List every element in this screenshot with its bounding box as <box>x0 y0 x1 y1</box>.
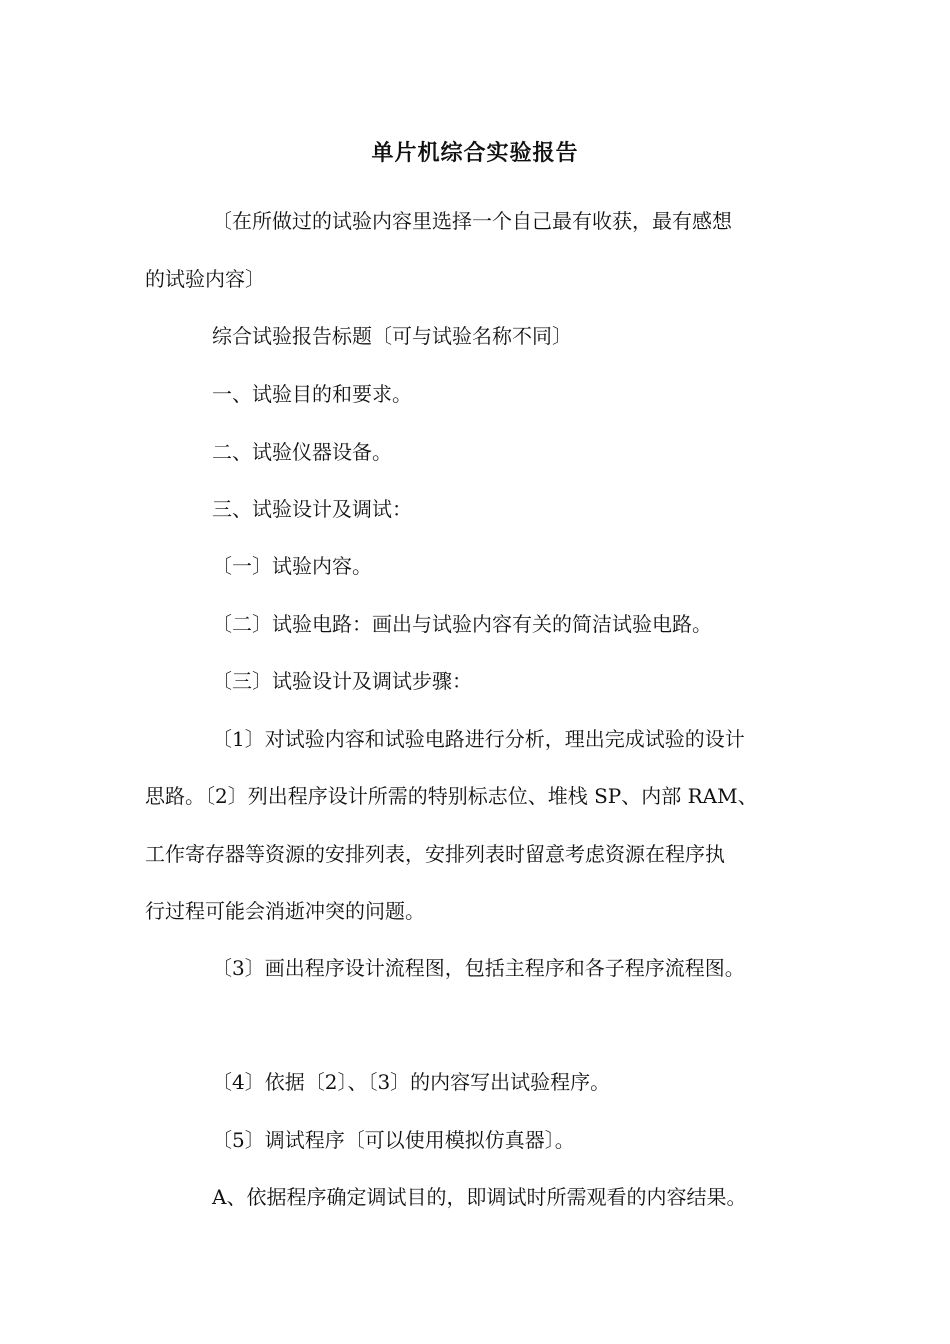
paragraph-line: 〔在所做过的试验内容里选择一个自己最有收获，最有感想 <box>212 209 732 233</box>
report-title-line: 综合试验报告标题〔可与试验名称不同〕 <box>212 324 572 348</box>
paragraph-line: 思路。〔2〕列出程序设计所需的特别标志位、堆栈 SP、内部 RAM、 <box>145 784 758 808</box>
subsection-heading: 〔二〕试验电路：画出与试验内容有关的简洁试验电路。 <box>212 612 712 636</box>
paragraph-line: 〔4〕依据〔2〕、〔3〕的内容写出试验程序。 <box>212 1070 611 1094</box>
document-title: 单片机综合实验报告 <box>371 140 579 166</box>
paragraph-line: 工作寄存器等资源的安排列表，安排列表时留意考虑资源在程序执 <box>145 842 725 866</box>
subsection-heading: 〔一〕试验内容。 <box>212 554 372 578</box>
section-heading: 三、试验设计及调试： <box>212 497 412 521</box>
paragraph-line: 〔5〕调试程序〔可以使用模拟仿真器〕。 <box>212 1128 575 1152</box>
paragraph-line: 〔1〕对试验内容和试验电路进行分析，理出完成试验的设计 <box>212 727 745 751</box>
section-heading: 二、试验仪器设备。 <box>212 440 392 464</box>
paragraph-line: A、依据程序确定调试目的，即调试时所需观看的内容结果。 <box>212 1185 747 1209</box>
paragraph-line: 行过程可能会消逝冲突的问题。 <box>145 899 425 923</box>
paragraph-line: 的试验内容〕 <box>145 267 265 291</box>
paragraph-line: 〔3〕画出程序设计流程图，包括主程序和各子程序流程图。 <box>212 956 745 980</box>
section-heading: 一、试验目的和要求。 <box>212 382 412 406</box>
subsection-heading: 〔三〕试验设计及调试步骤： <box>212 669 472 693</box>
